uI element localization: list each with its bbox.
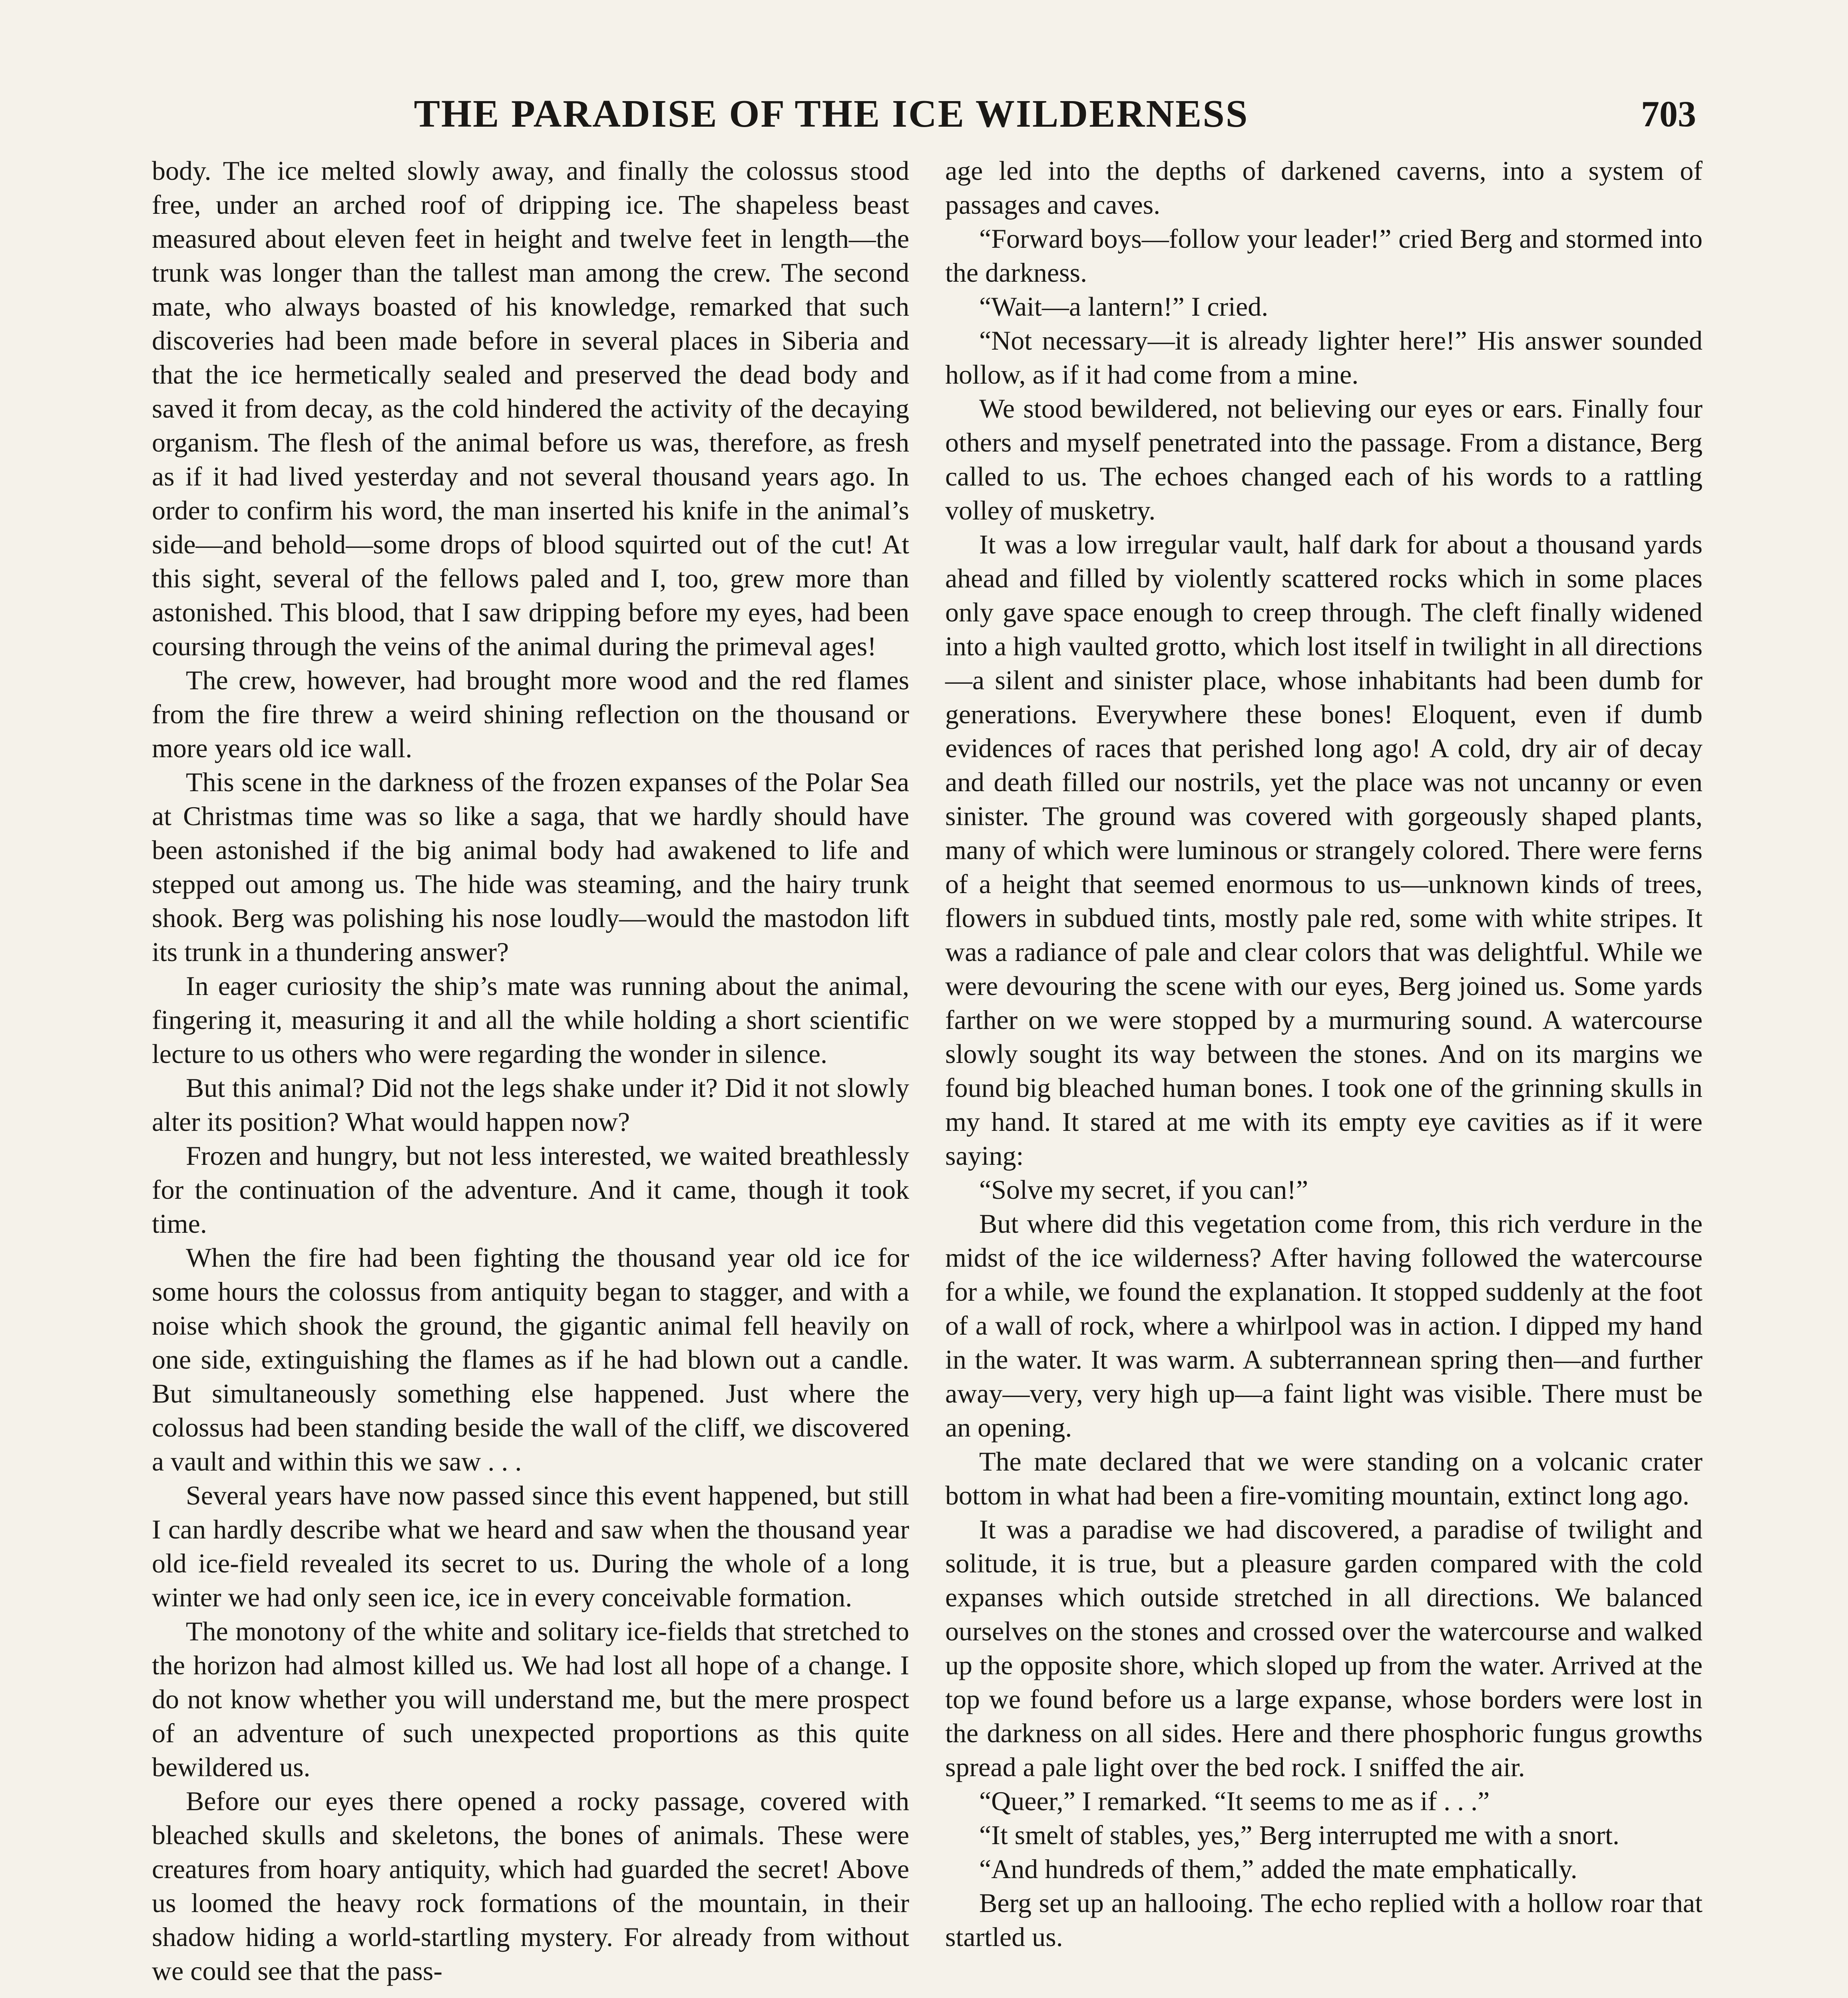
paragraph: “Forward boys—follow your leader!” cried Berg and stormed into the darkness. [945,223,1703,288]
paragraph: “Solve my secret, if you can!” [979,1174,1308,1205]
paragraph: We stood bewildered, not believing our eyes or ears. Finally four others and myself penetrated into the passage. From a distance, Berg called to us. The echoes changed each of his words to a rattling volley of musketry. [945,393,1703,525]
right-column [945,154,1703,1998]
paragraph: When the fire had been fighting the thousand year old ice for some hours the colossus from antiquity began to stagger, and with a noise which shook the ground, the gigantic animal fell heavily on one side, extinguishing the flames as if he had blown out a candle. But simultaneously something else happened. Just where the colossus had been standing beside the wall of the cliff, we discovered a vault and within this we saw . . . [152,1242,909,1477]
paragraph: Berg set up an hallooing. The echo replied with a hollow roar that startled us. [945,1888,1703,1952]
paragraph: The crew, however, had brought more wood and the red flames from the fire threw a weird shining reflection on the thousand or more years old ice wall. [152,665,909,763]
paragraph: “Not necessary—it is already lighter here!” His answer sounded hollow, as if it had come from a mine. [945,325,1703,390]
paragraph: Several years have now passed since this event happened, but still I can hardly describe what we heard and saw when the thousand year old ice-field revealed its secret to us. During the whole of a long winter we had only seen ice, ice in every conceivable formation. [152,1480,909,1612]
paragraph: “And hundreds of them,” added the mate emphatically. [979,1854,1577,1884]
running-title: THE PARADISE OF THE ICE WILDERNESS [414,92,1249,135]
page-header [0,80,1848,148]
paragraph: age led into the depths of darkened caverns, into a system of passages and caves. [945,155,1703,220]
paragraph: It was a paradise we had discovered, a paradise of twilight and solitude, it is true, but a pleasure garden compared with the cold expanses which outside stretched in all directions. We balanced ourselves on the stones and crossed over the watercourse and walked up the opposite shore, which sloped up from the water. Arrived at the top we found before us a large expanse, whose borders were lost in the darkness on all sides. Here and there phosphoric fungus growths spread a pale light over the bed rock. I sniffed the air. [945,1514,1703,1782]
paragraph: Before our eyes there opened a rocky passage, covered with bleached skulls and skeletons, the bones of animals. These were creatures from hoary antiquity, which had guarded the secret! Above us loomed the heavy rock formations of the mountain, in their shadow hiding a world-startling mystery. For already from without we could see that the pass- [152,1786,909,1986]
paragraph: The mate declared that we were standing on a volcanic crater bottom in what had been a fire-vomiting mountain, extinct long ago. [945,1446,1703,1510]
paragraph: “It smelt of stables, yes,” Berg interrupted me with a snort. [979,1820,1620,1850]
paragraph: But this animal? Did not the legs shake under it? Did it not slowly alter its position? What would happen now? [152,1073,909,1137]
page-number: 703 [1641,94,1696,134]
paragraph: This scene in the darkness of the frozen expanses of the Polar Sea at Christmas time was so like a saga, that we hardly should have been astonished if the big animal body had awakened to life and stepped out among us. The hide was steaming, and the hairy trunk shook. Berg was polishing his nose loudly—would the mastodon lift its trunk in a thundering answer? [152,767,909,967]
paragraph: “Wait—a lantern!” I cried. [979,291,1269,322]
paragraph: In eager curiosity the ship’s mate was running about the animal, fingering it, measuring it and all the while holding a short scientific lecture to us others who were regarding the wonder in silence. [152,971,909,1069]
paragraph: body. The ice melted slowly away, and finally the colossus stood free, under an arched roof of dripping ice. The shapeless beast measured about eleven feet in height and twelve feet in length—the trunk was longer than the tallest man among the crew. The second mate, who always boasted of his knowledge, remarked that such discoveries had been made before in several places in Siberia and that the ice hermetically sealed and preserved the dead body and saved it from decay, as the cold hindered the activity of the decaying organism. The flesh of the animal before us was, therefore, as fresh as if it had lived yesterday and not several thousand years ago. In order to confirm his word, the man inserted his knife in the animal’s side—and behold—some drops of blood squirted out of the cut! At this sight, several of the fellows paled and I, too, grew more than astonished. This blood, that I saw dripping before my eyes, had been coursing through the veins of the animal during the primeval ages! [152,155,909,661]
paragraph: But where did this vegetation come from, this rich verdure in the midst of the ice wilderness? After having followed the watercourse for a while, we found the explanation. It stopped suddenly at the foot of a wall of rock, where a whirlpool was in action. I dipped my hand in the water. It was warm. A subterrannean spring then—and further away—very, very high up—a faint light was visible. There must be an opening. [945,1208,1703,1443]
left-column [152,154,909,1998]
paragraph: “Queer,” I remarked. “It seems to me as if . . .” [979,1786,1490,1816]
paragraph: Frozen and hungry, but not less interested, we waited breathlessly for the continuation of the adventure. And it came, though it took time. [152,1140,909,1239]
paragraph: It was a low irregular vault, half dark for about a thousand yards ahead and filled by violently scattered rocks which in some places only gave space enough to creep through. The cleft finally widened into a high vaulted grotto, which lost itself in twilight in all directions—a silent and sinister place, whose inhabitants had been dumb for generations. Everywhere these bones! Eloquent, even if dumb evidences of races that perished long ago! A cold, dry air of decay and death filled our nostrils, yet the place was not uncanny or even sinister. The ground was covered with gorgeously shaped plants, many of which were luminous or strangely colored. There were ferns of a height that seemed enormous to us—unknown kinds of trees, flowers in subdued tints, mostly pale red, some with white stripes. It was a radiance of pale and clear colors that was delightful. While we were devouring the scene with our eyes, Berg joined us. Some yards farther on we were stopped by a murmuring sound. A watercourse slowly sought its way between the stones. And on its margins we found big bleached human bones. I took one of the grinning skulls in my hand. It stared at me with its empty eye cavities as if it were saying: [945,529,1703,1171]
paragraph: The monotony of the white and solitary ice-fields that stretched to the horizon had almost killed us. We had lost all hope of a change. I do not know whether you will understand me, but the mere prospect of an adventure of such unexpected proportions as this quite bewildered us. [152,1616,909,1782]
